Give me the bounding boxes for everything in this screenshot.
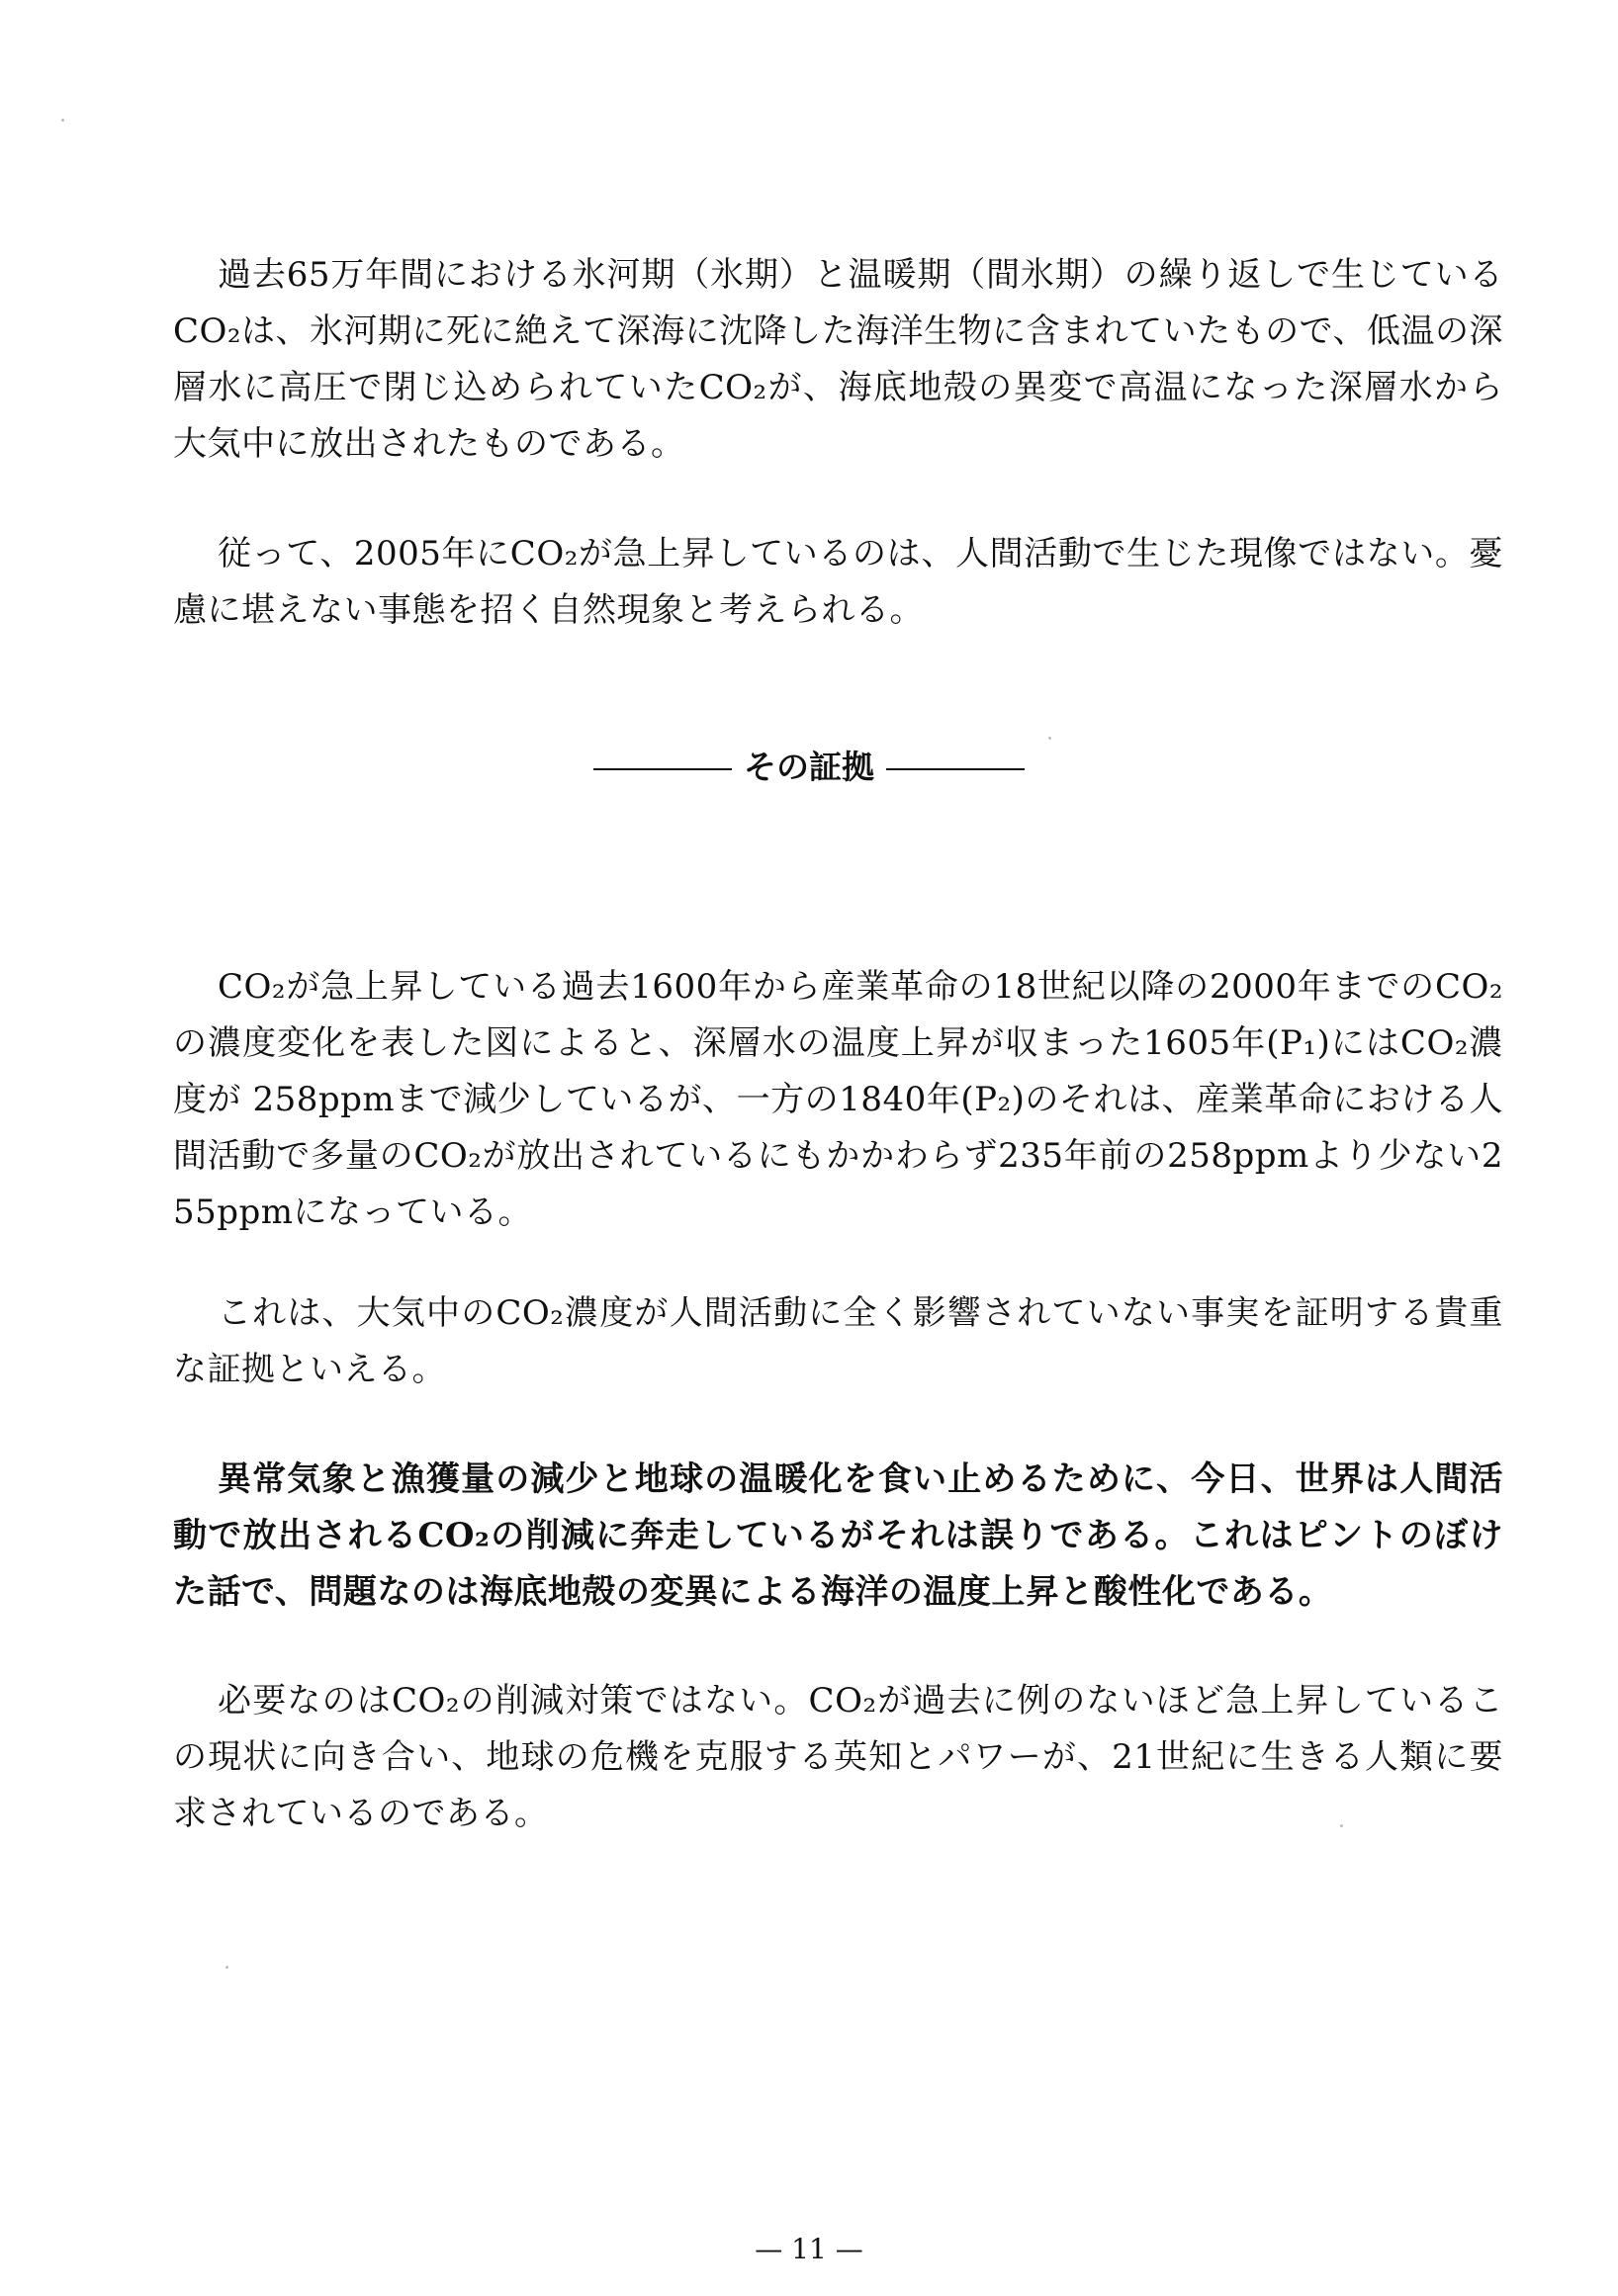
- paragraph-bold-conclusion: 異常気象と漁獲量の減少と地球の温暖化を食い止めるために、今日、世界は人間活動で放出されるCO₂の削減に奔走しているがそれは誤りである。これはピントのぼけた話で、問題なのは海底地殻の変異による海洋の温度上昇と酸性化である。: [173, 1459, 1503, 1612]
- section-heading: [0, 748, 1618, 787]
- paragraph-evidence-statement: これは、大気中のCO₂濃度が人間活動に全く影響されていない事実を証明する貴重な証拠といえる。: [173, 1293, 1503, 1389]
- page-number: — 11 —: [755, 2233, 863, 2265]
- heading-rule-left: [593, 768, 732, 770]
- scan-speck: [225, 1966, 228, 1969]
- paragraph-call-to-action: 必要なのはCO₂の削減対策ではない。CO₂が過去に例のないほど急上昇しているこの現状に向き合い、地球の危機を克服する英知とパワーが、21世紀に生きる人類に要求されているのである。: [173, 1681, 1503, 1833]
- scan-speck: [1048, 737, 1051, 740]
- paragraph-ice-age-co2: 過去65万年間における氷河期（氷期）と温暖期（間氷期）の繰り返しで生じているCO₂は、氷河期に死に絶えて深海に沈降した海洋生物に含まれていたもので、低温の深層水に高圧で閉じ込められていたCO₂が、海底地殻の異変で高温になった深層水から大気中に放出されたものである。: [173, 255, 1503, 464]
- scan-speck: [1340, 1824, 1343, 1827]
- section-heading-text: その証拠: [744, 748, 874, 786]
- paragraph-co2-concentration-history: CO₂が急上昇している過去1600年から産業革命の18世紀以降の2000年までのCO₂の濃度変化を表した図によると、深層水の温度上昇が収まった1605年(P₁)にはCO₂濃度が 258ppmまで減少しているが、一方の1840年(P₂)のそれは、産業革命における人間活動で多量のCO₂が放出されているにもかかわらず235年前の258ppmより少ない255ppmになっている。: [173, 967, 1503, 1232]
- heading-rule-right: [886, 768, 1025, 770]
- scan-speck: [61, 119, 64, 122]
- paragraph-natural-phenomenon: 従って、2005年にCO₂が急上昇しているのは、人間活動で生じた現像ではない。憂慮に堪えない事態を招く自然現象と考えられる。: [173, 534, 1503, 630]
